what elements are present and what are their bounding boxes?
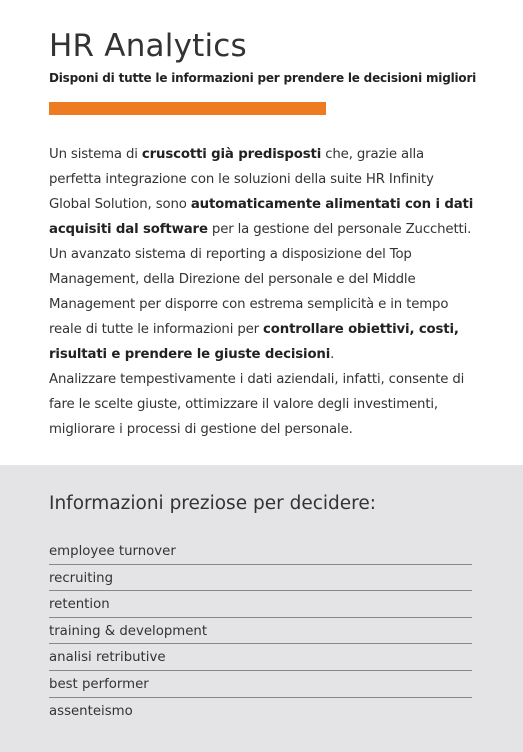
text-run-bold: cruscotti già predisposti	[141, 147, 322, 162]
page-subtitle: Disponi di tutte le informazioni per prendere le decisioni migliori	[49, 71, 477, 85]
list-item: assenteismo	[49, 703, 133, 719]
list-item: employee turnover	[49, 538, 472, 565]
info-section	[0, 465, 523, 752]
list-item: best performer	[49, 671, 472, 698]
intro-paragraph-2	[49, 242, 479, 367]
page-title: HR Analytics	[49, 28, 247, 64]
section-title: Informazioni preziose per decidere:	[49, 493, 376, 514]
text-run: .	[330, 347, 335, 362]
list-item: retention	[49, 591, 472, 618]
text-run-bold: automaticamente alimentati con i dati acquisiti dal software	[49, 197, 474, 237]
intro-paragraph-3: Analizzare tempestivamente i dati aziendali, infatti, consente di fare le scelte giuste, ottimizzare il valore degli investimenti, migliorare i processi di gestione del personale.	[49, 372, 465, 437]
text-run: che, grazie alla perfetta integrazione con le soluzioni della suite HR Infinity Global Solution, sono	[49, 147, 434, 212]
text-run-bold: controllare obiettivi, costi, risultati e prendere le giuste decisioni	[49, 322, 459, 362]
text-run: per la gestione del personale Zucchetti.	[207, 222, 472, 237]
text-run: Un avanzato sistema di reporting a disposizione del Top Management, della Direzione del personale e del Middle Management per disporre con estrema semplicità e in tempo reale di tutte le informazioni per	[49, 247, 449, 337]
list-item: analisi retributive	[49, 644, 472, 671]
list-item: recruiting	[49, 565, 472, 592]
info-list	[49, 538, 472, 724]
list-item: training & development	[49, 618, 472, 645]
intro-paragraph-1	[49, 142, 479, 242]
text-run: Un sistema di	[49, 147, 142, 162]
intro-text	[49, 142, 479, 442]
accent-bar	[49, 102, 326, 115]
